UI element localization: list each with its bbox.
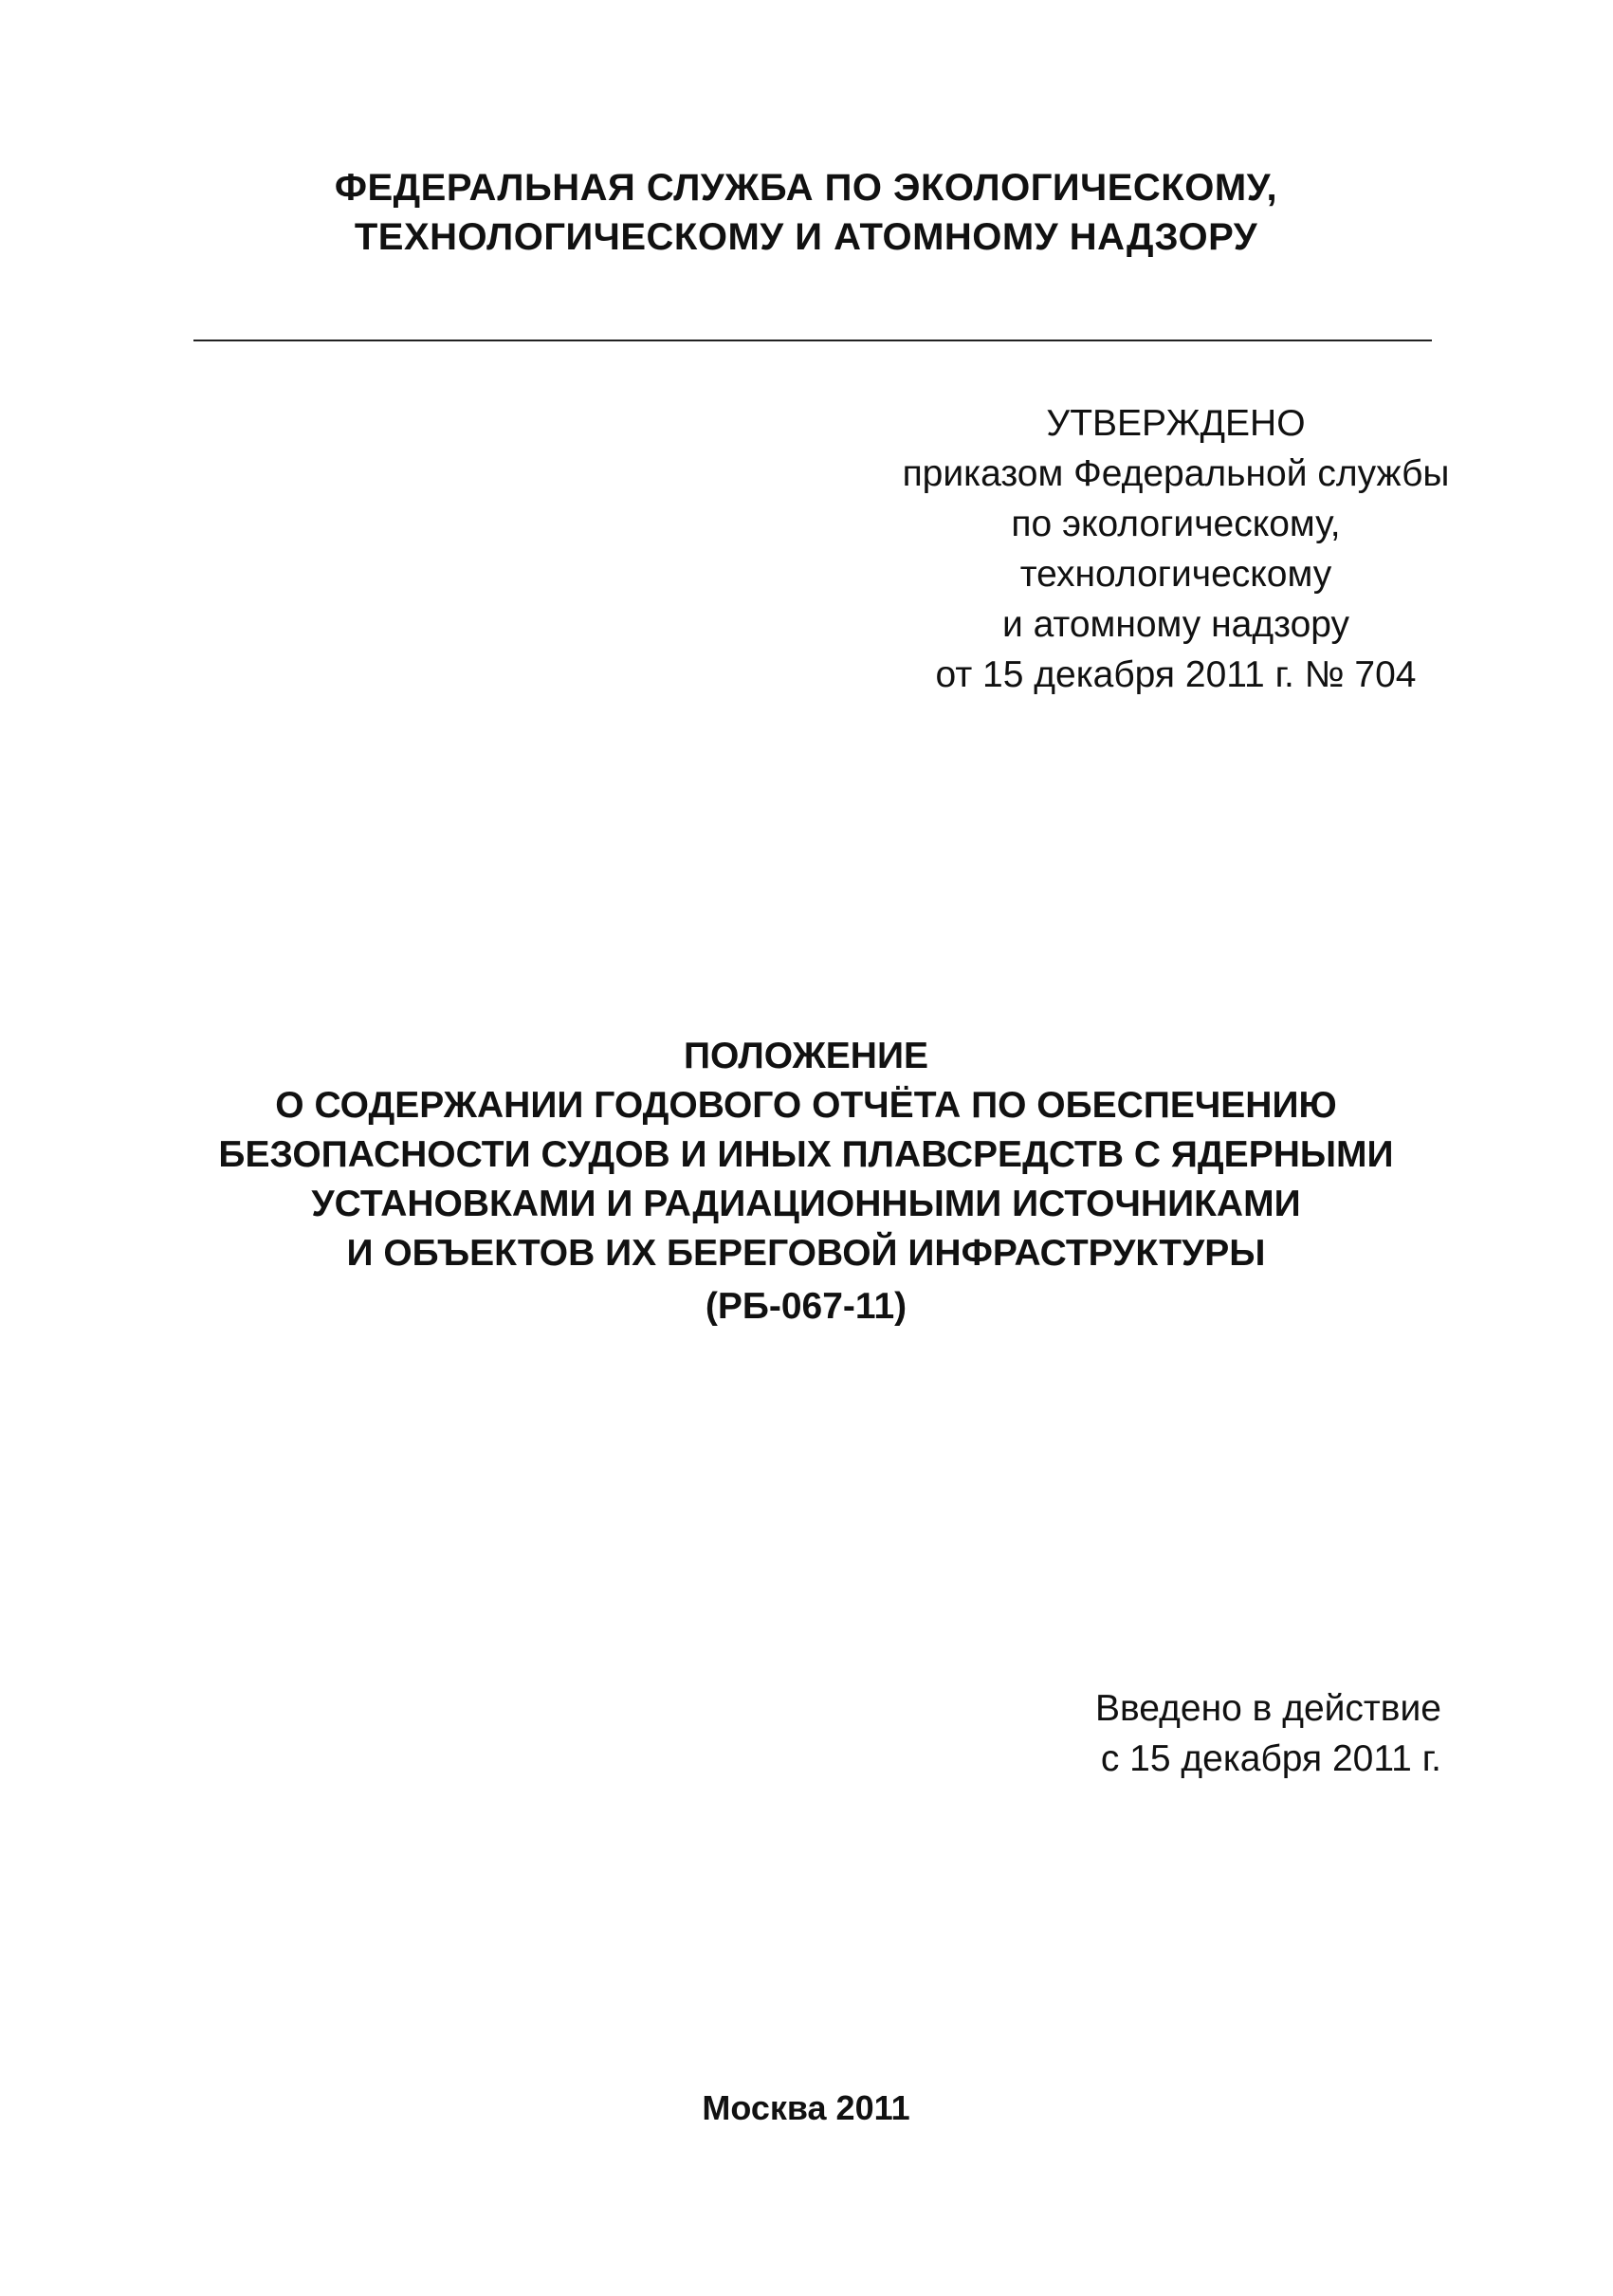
agency-name xyxy=(142,163,1470,262)
approval-line: и атомному надзору xyxy=(1001,604,1350,645)
agency-name-line: ФЕДЕРАЛЬНАЯ СЛУЖБА ПО ЭКОЛОГИЧЕСКОМУ, xyxy=(334,167,1278,209)
title-line: УСТАНОВКАМИ И РАДИАЦИОННЫМИ ИСТОЧНИКАМИ xyxy=(311,1184,1301,1224)
header-divider xyxy=(193,340,1432,341)
place-year: Москва 2011 xyxy=(702,2088,910,2127)
effective-line: с 15 декабря 2011 г. xyxy=(1100,1738,1441,1779)
title-line: О СОДЕРЖАНИИ ГОДОВОГО ОТЧЁТА ПО ОБЕСПЕЧЕНИЮ xyxy=(275,1085,1337,1126)
approval-line: от 15 декабря 2011 г. № 704 xyxy=(935,654,1417,695)
effective-line: Введено в действие xyxy=(1095,1688,1441,1729)
title-line: И ОБЪЕКТОВ ИХ БЕРЕГОВОЙ ИНФРАСТРУКТУРЫ xyxy=(346,1233,1266,1274)
approval-line: приказом Федеральной службы xyxy=(902,453,1450,494)
approval-line: технологическому xyxy=(1019,554,1332,595)
approval-line: УТВЕРЖДЕНО xyxy=(1046,403,1306,444)
agency-name-line: ТЕХНОЛОГИЧЕСКОМУ И АТОМНОМУ НАДЗОРУ xyxy=(354,216,1258,258)
approval-line: по экологическому, xyxy=(1011,504,1341,544)
document-code: (РБ-067-11) xyxy=(705,1286,907,1327)
document-title xyxy=(114,1032,1498,1332)
effective-date xyxy=(1005,1683,1441,1784)
title-line: БЕЗОПАСНОСТИ СУДОВ И ИНЫХ ПЛАВСРЕДСТВ С ЯДЕРНЫМИ xyxy=(218,1134,1394,1175)
title-line: ПОЛОЖЕНИЕ xyxy=(683,1036,929,1076)
approval-stamp xyxy=(834,398,1517,700)
